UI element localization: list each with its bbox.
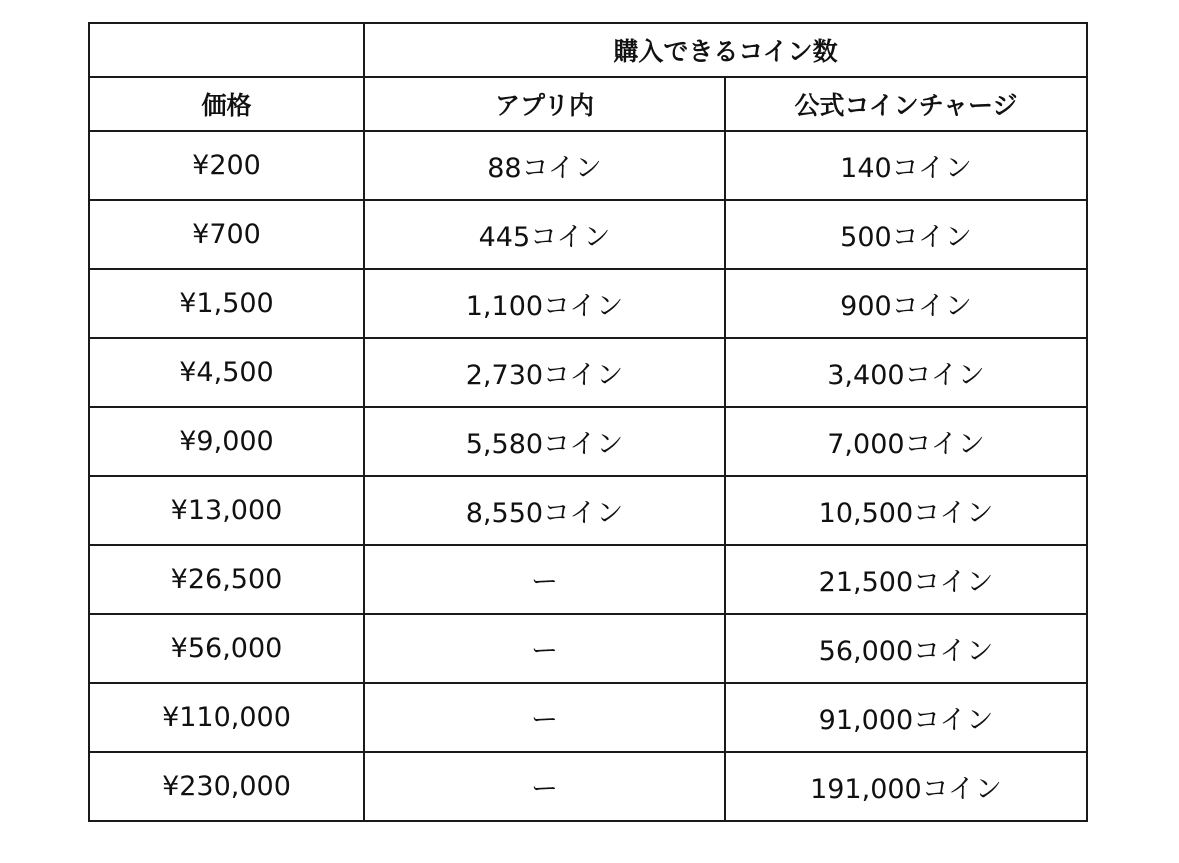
official-coins-cell: 900コイン [725,269,1087,338]
table-row [89,683,1087,752]
price-cell: ¥1,500 [89,269,364,338]
table-row [89,614,1087,683]
official-coins-cell: 3,400コイン [725,338,1087,407]
app-coins-cell: 445コイン [364,200,725,269]
app-coins-cell: 2,730コイン [364,338,725,407]
app-coins-cell: ー [364,545,725,614]
app-coins-cell: ー [364,752,725,821]
column-header-price: 価格 [89,77,364,131]
group-header-row [89,23,1087,77]
app-coins-cell: 5,580コイン [364,407,725,476]
empty-corner-cell [89,23,364,77]
table-row [89,131,1087,200]
official-coins-cell: 7,000コイン [725,407,1087,476]
column-header-row [89,77,1087,131]
price-cell: ¥200 [89,131,364,200]
price-cell: ¥110,000 [89,683,364,752]
group-header-cell: 購入できるコイン数 [364,23,1087,77]
price-cell: ¥230,000 [89,752,364,821]
table-row [89,545,1087,614]
official-coins-cell: 56,000コイン [725,614,1087,683]
app-coins-cell: ー [364,614,725,683]
table-row [89,752,1087,821]
table-row [89,269,1087,338]
table-row [89,476,1087,545]
price-cell: ¥13,000 [89,476,364,545]
table-row [89,338,1087,407]
official-coins-cell: 500コイン [725,200,1087,269]
app-coins-cell: 88コイン [364,131,725,200]
table-row [89,407,1087,476]
app-coins-cell: ー [364,683,725,752]
app-coins-cell: 8,550コイン [364,476,725,545]
official-coins-cell: 191,000コイン [725,752,1087,821]
price-cell: ¥9,000 [89,407,364,476]
official-coins-cell: 21,500コイン [725,545,1087,614]
official-coins-cell: 140コイン [725,131,1087,200]
table-row [89,200,1087,269]
coin-price-table [88,22,1088,822]
price-cell: ¥26,500 [89,545,364,614]
price-cell: ¥700 [89,200,364,269]
price-cell: ¥56,000 [89,614,364,683]
app-coins-cell: 1,100コイン [364,269,725,338]
official-coins-cell: 91,000コイン [725,683,1087,752]
price-cell: ¥4,500 [89,338,364,407]
table-body [89,23,1087,821]
official-coins-cell: 10,500コイン [725,476,1087,545]
column-header-app: アプリ内 [364,77,725,131]
column-header-official: 公式コインチャージ [725,77,1087,131]
